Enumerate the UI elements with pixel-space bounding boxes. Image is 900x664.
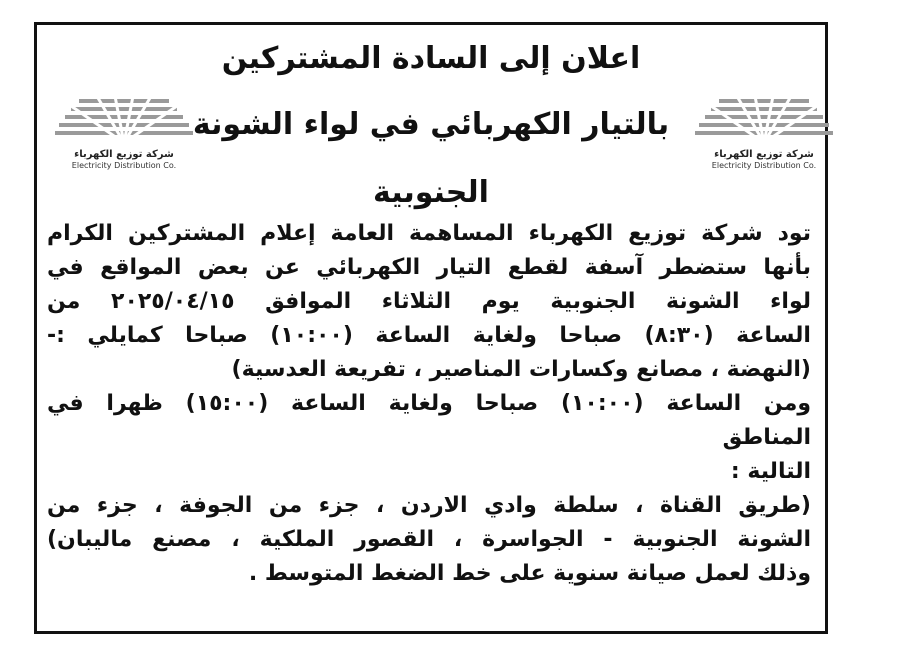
logo-name-english: Electricity Distribution Co. [71, 161, 177, 170]
body-line: وذلك لعمل صيانة سنوية على خط الضغط المتوسط . [248, 561, 811, 586]
sunrise-logo-icon [689, 91, 839, 149]
body-line: لواء الشونة الجنوبية يوم الثلاثاء الموافق ٢٠٢٥/٠٤/١٥ من [47, 289, 811, 314]
body-line: الشونة الجنوبية - الجواسرة ، القصور الملكية ، مصنع ماليبان) [47, 527, 811, 552]
body-line: بأنها ستضطر آسفة لقطع التيار الكهربائي عن بعض المواقع في [47, 255, 811, 280]
logo-name-arabic: شركة توزيع الكهرباء [714, 149, 814, 160]
body-line: الساعة (٨:٣٠) صباحا ولغاية الساعة (١٠:٠٠) صباحا كمايلي :- [47, 323, 811, 348]
announcement-title-line-1: اعلان إلى السادة المشتركين [221, 41, 641, 76]
announcement-title-line-2: بالتيار الكهربائي في لواء الشونة [192, 107, 670, 142]
logo-name-arabic: شركة توزيع الكهرباء [74, 149, 174, 160]
announcement-title-line-3: الجنوبية [373, 175, 489, 210]
body-line: (طريق القناة ، سلطة وادي الاردن ، جزء من الجوفة ، جزء من [47, 493, 811, 518]
company-logo-right [689, 91, 839, 171]
body-line: التالية : [730, 459, 811, 484]
logo-name-english: Electricity Distribution Co. [711, 161, 817, 170]
body-line: تود شركة توزيع الكهرباء المساهمة العامة إعلام المشتركين الكرام [47, 221, 811, 246]
body-line: ومن الساعة (١٠:٠٠) صباحا ولغاية الساعة (١٥:٠٠) ظهرا في [47, 391, 811, 416]
body-line: (النهضة ، مصانع وكسارات المناصير ، تفريعة العدسية) [231, 357, 811, 382]
body-line: المناطق [722, 425, 811, 450]
announcement-frame [34, 22, 828, 634]
announcement-body [47, 217, 811, 591]
